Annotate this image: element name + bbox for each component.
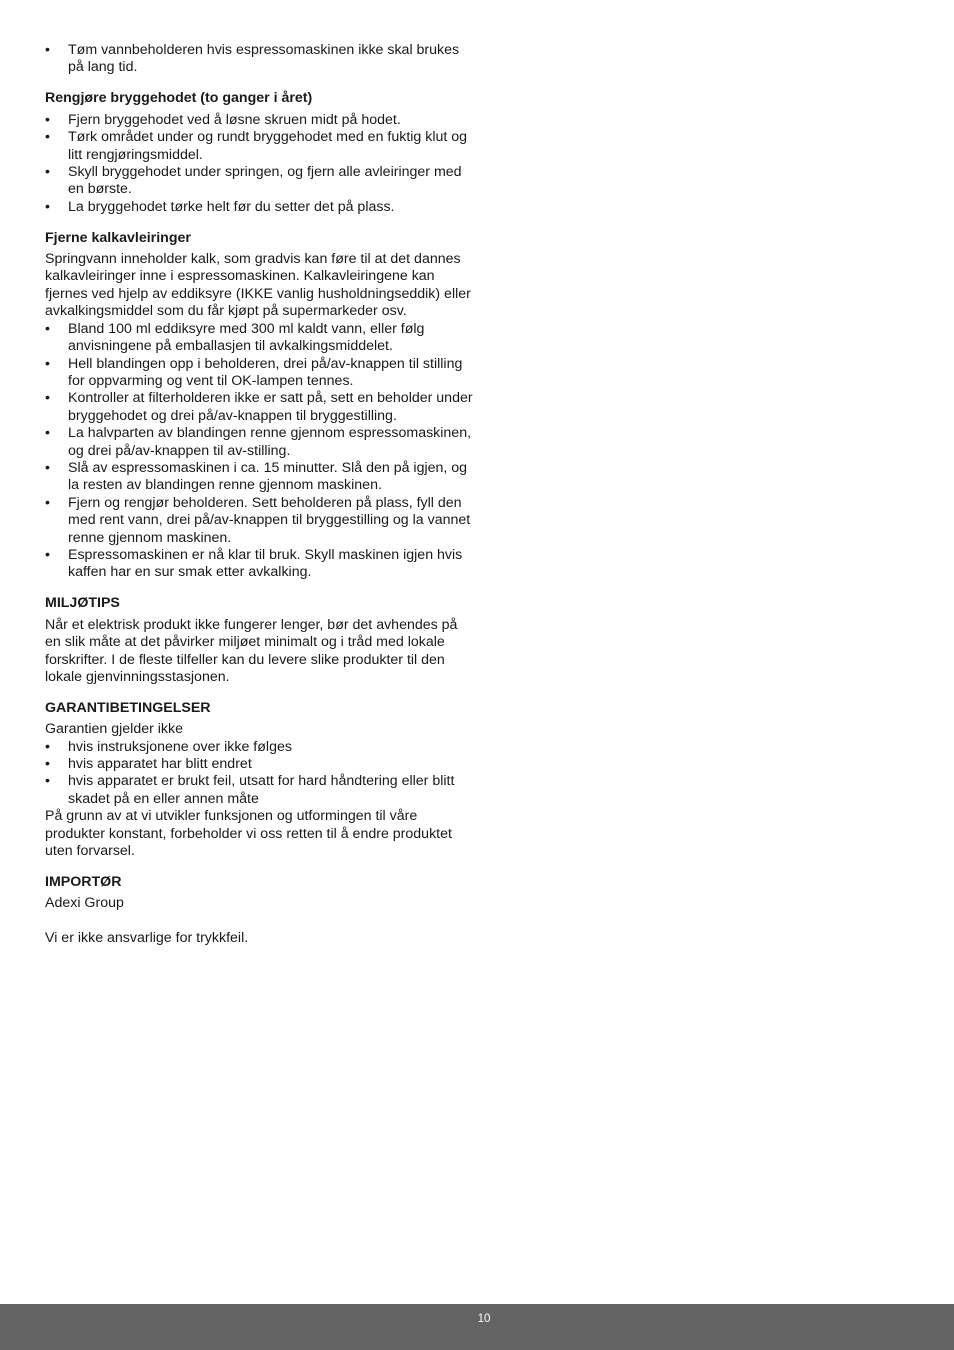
list-item	[45, 321, 475, 356]
list-item-text: Fjern bryggehodet ved å løsne skruen midt på hodet.	[68, 111, 401, 128]
bullet-icon: •	[45, 42, 50, 58]
bullet-icon: •	[45, 390, 50, 407]
list-item-text: Skyll bryggehodet under springen, og fjern alle avleiringer med en børste.	[68, 163, 462, 198]
list-item	[45, 356, 475, 391]
footer-bar	[0, 1304, 954, 1350]
list-item-text: Bland 100 ml eddiksyre med 300 ml kaldt vann, eller følg anvisningene på emballasjen til avkalkingsmiddelet.	[68, 320, 425, 355]
list-item	[45, 112, 475, 129]
warranty-intro: Garantien gjelder ikke	[45, 721, 184, 738]
list-item	[45, 739, 475, 756]
list-item	[45, 164, 475, 199]
importer-name: Adexi Group	[45, 895, 124, 912]
warranty-paragraph: På grunn av at vi utvikler funksjonen og utformingen til våre produkter konstant, forbeholder vi oss retten til å endre produktet uten forvarsel.	[45, 808, 452, 860]
heading-environment: MILJØTIPS	[45, 595, 120, 612]
list-item-text: Slå av espressomaskinen i ca. 15 minutter. Slå den på igjen, og la resten av blandingen renne gjennom maskinen.	[68, 459, 468, 494]
list-item	[45, 42, 475, 77]
list-item-text: hvis apparatet har blitt endret	[68, 756, 252, 773]
environment-paragraph: Når et elektrisk produkt ikke fungerer lenger, bør det avhendes på en slik måte at det påvirker miljøet minimalt og i tråd med lokale forskrifter. I de fleste tilfeller kan du levere slike produkter til den lokale gjenvinningsstasjonen.	[45, 616, 458, 685]
list-item	[45, 460, 475, 495]
list-item	[45, 756, 475, 773]
list-item-text: Kontroller at filterholderen ikke er satt på, sett en beholder under bryggehodet og drei på/av-knappen til bryggestilling.	[68, 390, 473, 424]
warranty-list	[45, 739, 475, 809]
page-number: 10	[477, 1313, 491, 1325]
bullet-icon: •	[45, 111, 50, 128]
list-item-text: Tørk området under og rundt bryggehodet med en fuktig klut og litt rengjøringsmiddel.	[68, 129, 468, 163]
bullet-icon: •	[45, 738, 50, 755]
descale-list	[45, 321, 475, 582]
list-item	[45, 495, 475, 547]
list-item	[45, 390, 475, 425]
list-item	[45, 773, 475, 808]
heading-descale: Fjerne kalkavleiringer	[45, 229, 191, 246]
heading-importer: IMPORTØR	[45, 873, 122, 890]
intro-list	[45, 42, 475, 77]
list-item-text: La bryggehodet tørke helt før du setter det på plass.	[68, 198, 395, 215]
document-body	[45, 42, 475, 948]
bullet-icon: •	[45, 773, 50, 790]
list-item-text: hvis instruksjonene over ikke følges	[68, 738, 292, 755]
list-item	[45, 129, 475, 164]
bullet-icon: •	[45, 355, 50, 372]
list-item	[45, 425, 475, 460]
bullet-icon: •	[45, 320, 50, 337]
list-item-text: Fjern og rengjør beholderen. Sett beholderen på plass, fyll den med rent vann, drei på/av-knappen til bryggestilling og la vannet renne gjennom maskinen.	[68, 494, 471, 546]
list-item	[45, 547, 475, 582]
bullet-icon: •	[45, 494, 50, 511]
bullet-icon: •	[45, 163, 50, 180]
bullet-icon: •	[45, 198, 50, 215]
bullet-icon: •	[45, 756, 50, 773]
heading-clean-brewhead: Rengjøre bryggehodet (to ganger i året)	[45, 90, 313, 107]
list-item-text: hvis apparatet er brukt feil, utsatt for hard håndtering eller blitt skadet på en eller annen måte	[68, 773, 455, 807]
list-item-text: La halvparten av blandingen renne gjennom espressomaskinen, og drei på/av-knappen til av-stilling.	[68, 425, 472, 459]
print-error-disclaimer: Vi er ikke ansvarlige for trykkfeil.	[45, 930, 249, 947]
bullet-icon: •	[45, 459, 50, 476]
list-item-text: Tøm vannbeholderen hvis espressomaskinen ikke skal brukes på lang tid.	[68, 42, 460, 76]
bullet-icon: •	[45, 129, 50, 146]
bullet-icon: •	[45, 546, 50, 563]
descale-paragraph: Springvann inneholder kalk, som gradvis kan føre til at det dannes kalkavleiringer inne i espressomaskinen. Kalkavleiringene kan fjernes ved hjelp av eddiksyre (IKKE vanlig husholdningseddik) eller avkalkingsmiddel som du får kjøpt på supermarkeder osv.	[45, 251, 471, 320]
clean-brewhead-list	[45, 112, 475, 216]
list-item-text: Espressomaskinen er nå klar til bruk. Skyll maskinen igjen hvis kaffen har en sur smak etter avkalking.	[68, 546, 463, 581]
heading-warranty: GARANTIBETINGELSER	[45, 699, 211, 716]
list-item	[45, 199, 475, 216]
list-item-text: Hell blandingen opp i beholderen, drei på/av-knappen til stilling for oppvarming og vent til OK-lampen tennes.	[68, 355, 463, 389]
bullet-icon: •	[45, 425, 50, 442]
